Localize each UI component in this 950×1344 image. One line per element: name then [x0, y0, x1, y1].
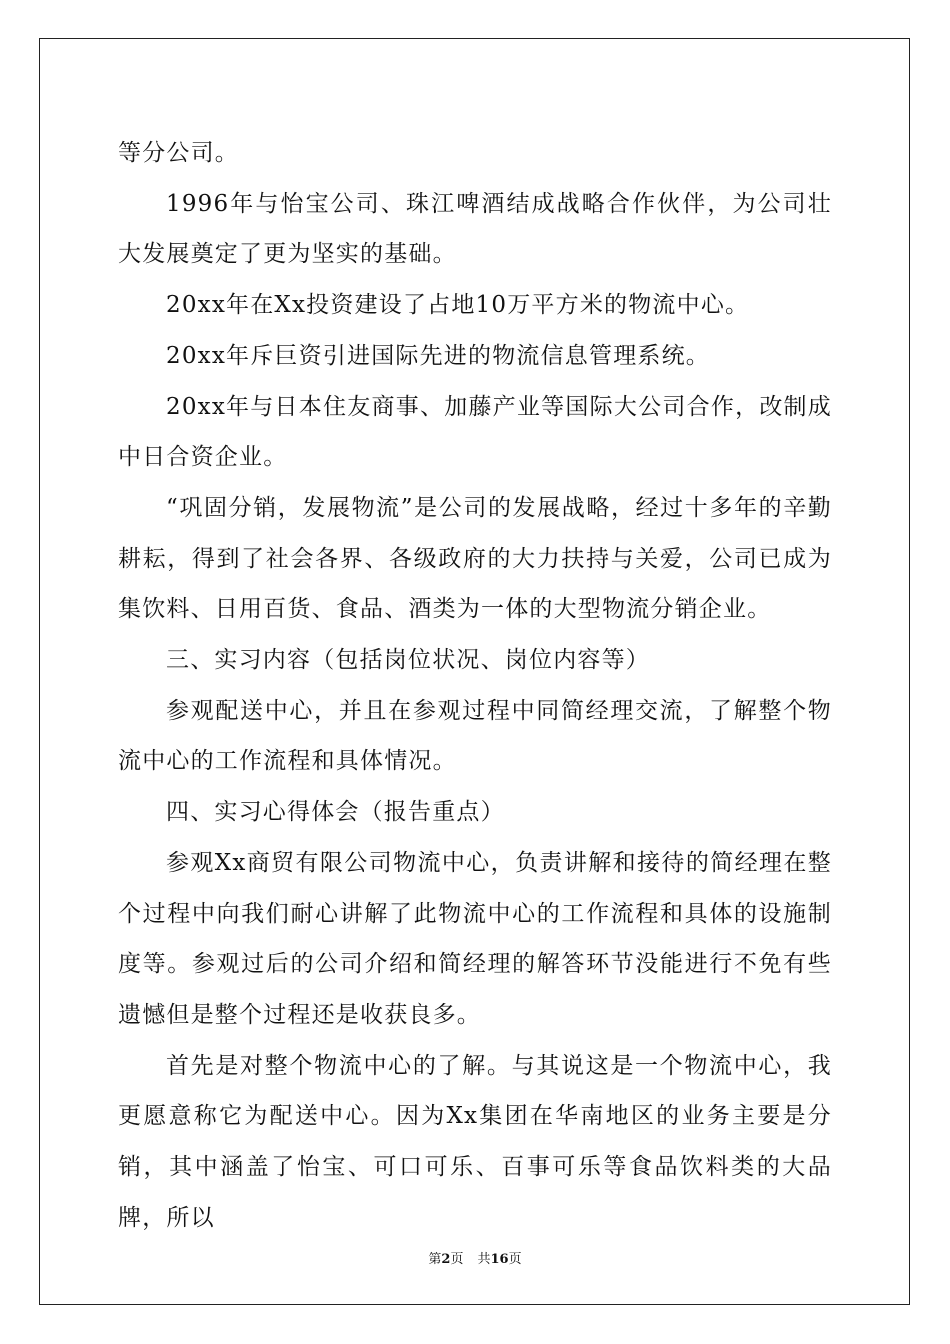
footer-page-suffix: 页	[450, 1252, 464, 1267]
footer-total-number: 16	[490, 1252, 509, 1267]
section-heading-4: 四、实习心得体会（报告重点）	[166, 799, 505, 826]
footer-page-number: 2	[441, 1252, 451, 1267]
paragraph-2: 1996年与怡宝公司、珠江啤酒结成战略合作伙伴，为公司壮大发展奠定了更为坚实的基础。	[118, 190, 832, 268]
paragraph-6: “巩固分销，发展物流”是公司的发展战略，经过十多年的辛勤耕耘，得到了社会各界、各级政府的大力扶持与关爱，公司已成为集饮料、日用百货、食品、酒类为一体的大型物流分销企业。	[118, 494, 832, 623]
footer-page-prefix: 第	[428, 1252, 442, 1267]
page-footer	[0, 1248, 950, 1267]
paragraph-4: 20xx年斥巨资引进国际先进的物流信息管理系统。	[166, 342, 711, 369]
section-heading-3: 三、实习内容（包括岗位状况、岗位内容等）	[166, 647, 650, 674]
paragraph-5: 20xx年与日本住友商事、加藤产业等国际大公司合作，改制成中日合资企业。	[118, 393, 832, 471]
footer-total-suffix: 页	[508, 1252, 522, 1267]
footer-total-prefix: 共	[477, 1252, 491, 1267]
paragraph-1: 等分公司。	[118, 140, 239, 166]
paragraph-3: 20xx年在Xx投资建设了占地10万平方米的物流中心。	[166, 292, 750, 319]
document-body	[118, 128, 832, 1243]
paragraph-7: 参观配送中心，并且在参观过程中同简经理交流，了解整个物流中心的工作流程和具体情况。	[118, 697, 832, 775]
paragraph-9: 首先是对整个物流中心的了解。与其说这是一个物流中心，我更愿意称它为配送中心。因为Xx集团在华南地区的业务主要是分销，其中涵盖了怡宝、可口可乐、百事可乐等食品饮料类的大品牌，所以	[118, 1052, 832, 1231]
paragraph-8: 参观Xx商贸有限公司物流中心，负责讲解和接待的简经理在整个过程中向我们耐心讲解了此物流中心的工作流程和具体的设施制度等。参观过后的公司介绍和简经理的解答环节没能进行不免有些遗憾但是整个过程还是收获良多。	[118, 849, 832, 1028]
